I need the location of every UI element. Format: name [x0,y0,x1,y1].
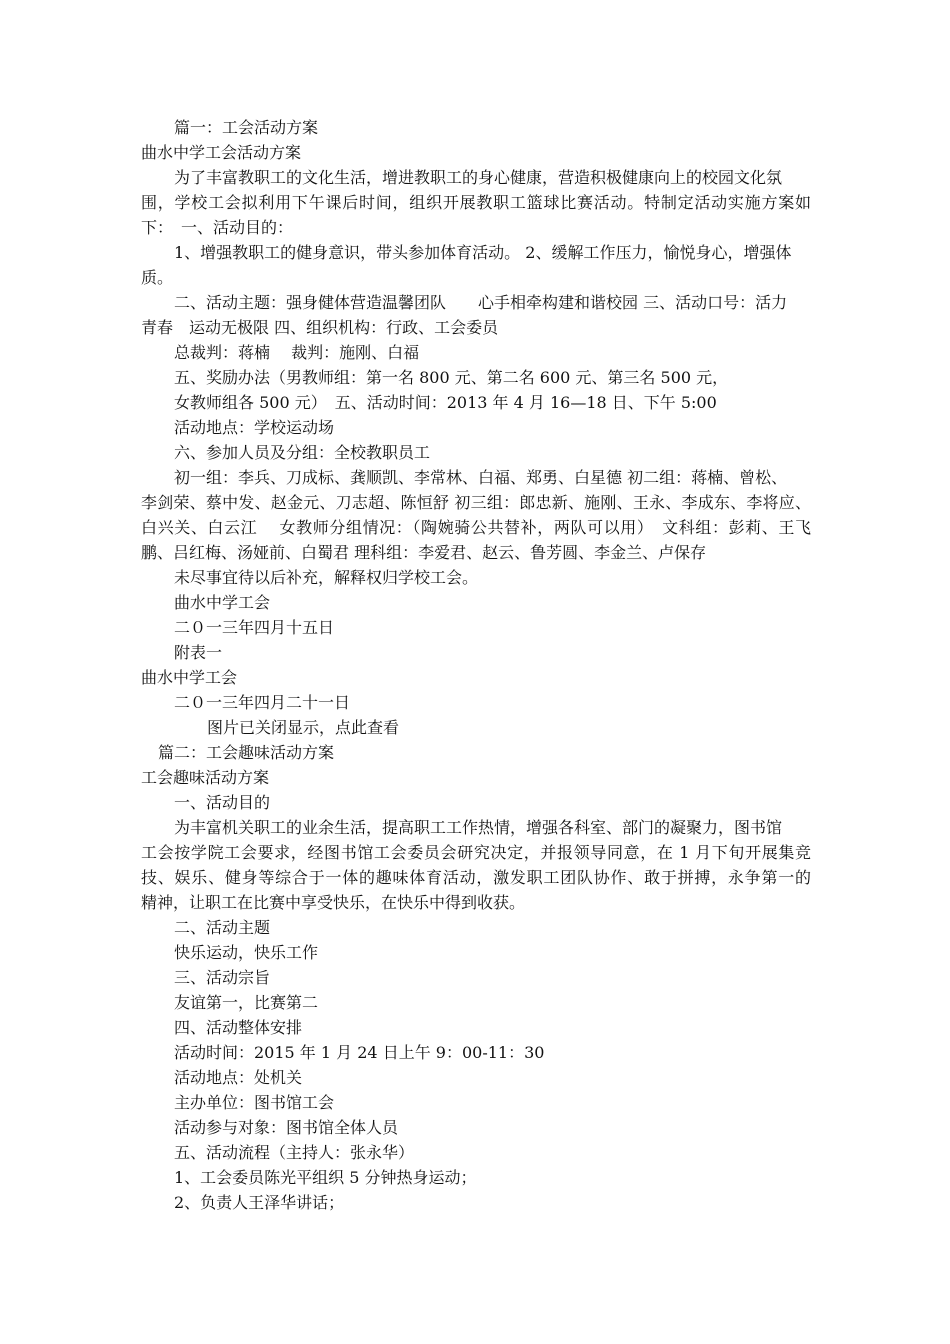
subheading: 三、活动宗旨 [174,968,271,987]
paragraph-line: 女教师组各 500 元） 五、活动时间：2013 年 4 月 16—18 日、下午 5:00 [174,393,717,412]
signature-org: 曲水中学工会 [174,593,271,612]
paragraph-line: 工会按学院工会要求，经图书馆工会委员会研究决定，并报领导同意，在 1 月下旬开展集竞 [141,843,811,862]
paragraph-line: 未尽事宜待以后补充，解释权归学校工会。 [174,568,479,587]
subheading: 五、活动流程（主持人：张永华） [174,1143,415,1162]
section-heading-1: 篇一：工会活动方案 [174,118,319,137]
doc-title-2: 工会趣味活动方案 [141,768,270,787]
paragraph-line: 李剑荣、蔡中发、赵金元、刀志超、陈恒舒 初三组：郎忠新、施刚、王永、李成东、李将应、 [141,493,811,512]
paragraph-line: 快乐运动，快乐工作 [174,943,319,962]
paragraph-line: 活动地点：学校运动场 [174,418,335,437]
paragraph-line: 六、参加人员及分组：全校教职员工 [174,443,431,462]
paragraph-line: 鹏、吕红梅、汤娅前、白蜀君 理科组：李爱君、赵云、鲁芳圆、李金兰、卢保存 [141,543,707,562]
paragraph-line: 为丰富机关职工的业余生活，提高职工工作热情，增强各科室、部门的凝聚力，图书馆 [174,818,783,837]
list-item: 1、工会委员陈光平组织 5 分钟热身运动； [174,1168,477,1187]
paragraph-line: 活动时间：2015 年 1 月 24 日上午 9：00-11：30 [174,1043,545,1062]
signature-org: 曲水中学工会 [141,668,238,687]
signature-date: 二０一三年四月十五日 [174,618,335,637]
doc-title-1: 曲水中学工会活动方案 [141,143,302,162]
paragraph-line: 青春 运动无极限 四、组织机构：行政、工会委员 [141,318,499,337]
paragraph-line: 二、活动主题：强身健体营造温馨团队 心手相牵构建和谐校园 三、活动口号：活力 [174,293,788,312]
paragraph-line: 活动参与对象：图书馆全体人员 [174,1118,399,1137]
appendix-label: 附表一 [174,643,223,662]
paragraph-line: 总裁判：蒋楠 裁判：施刚、白福 [174,343,420,362]
subheading: 一、活动目的 [174,793,271,812]
paragraph-line: 初一组：李兵、刀成标、龚顺凯、李常林、白福、郑勇、白星德 初二组：蒋楠、曾松、 [174,468,788,487]
section-heading-2: 篇二：工会趣味活动方案 [158,743,335,762]
paragraph-line: 活动地点：处机关 [174,1068,303,1087]
paragraph-line: 精神，让职工在比赛中享受快乐，在快乐中得到收获。 [141,893,526,912]
paragraph-line: 技、娱乐、健身等综合于一体的趣味体育活动，激发职工团队协作、敢于拼搏，永争第一的 [141,868,811,887]
subheading: 二、活动主题 [174,918,271,937]
paragraph-line: 为了丰富教职工的文化生活，增进教职工的身心健康，营造积极健康向上的校园文化氛 [174,168,783,187]
subheading: 四、活动整体安排 [174,1018,303,1037]
paragraph-line: 友谊第一，比赛第二 [174,993,319,1012]
list-item: 2、负责人王泽华讲话； [174,1193,345,1212]
paragraph-line: 下： 一、活动目的： [141,218,294,237]
paragraph-line: 白兴关、白云江 女教师分组情况：（陶婉骑公共替补，两队可以用） 文科组：彭莉、王飞 [141,518,811,537]
paragraph-line: 五、奖励办法（男教师组：第一名 800 元、第二名 600 元、第三名 500 元， [174,368,729,387]
signature-date: 二０一三年四月二十一日 [174,693,351,712]
image-hidden-link[interactable]: 图片已关闭显示，点此查看 [207,718,400,737]
paragraph-line: 1、增强教职工的健身意识，带头参加体育活动。 2、缓解工作压力，愉悦身心，增强体 [174,243,792,262]
paragraph-line: 主办单位：图书馆工会 [174,1093,335,1112]
paragraph-line: 质。 [141,268,174,287]
paragraph-line: 围，学校工会拟利用下午课后时间，组织开展教职工篮球比赛活动。特制定活动实施方案如 [141,193,811,212]
